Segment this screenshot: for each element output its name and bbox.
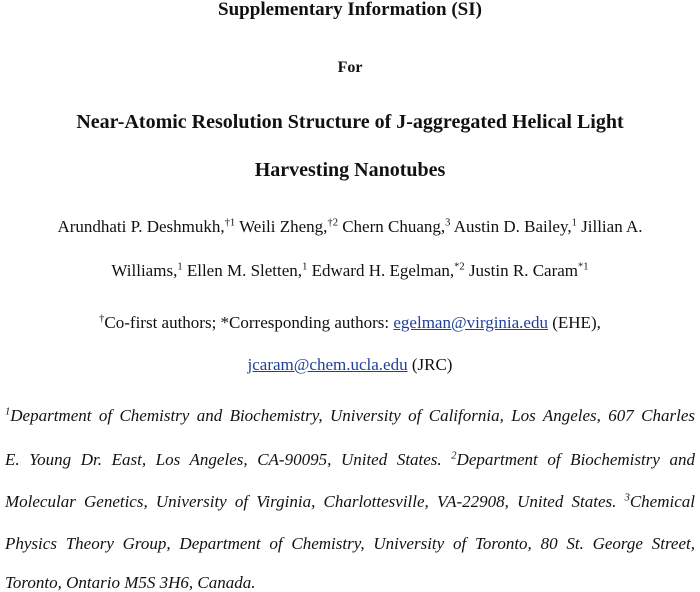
affiliation-line-3	[5, 493, 695, 510]
affiliation-marker: 3	[624, 492, 630, 504]
correspondence-line-1	[0, 314, 700, 331]
affiliation-line-1	[5, 407, 695, 424]
affiliation-line-5	[5, 574, 695, 591]
author-name: Austin D. Bailey,	[453, 217, 572, 236]
author-affiliation-mark: *1	[578, 261, 589, 273]
author-name: Chern Chuang,	[342, 217, 446, 236]
co-first-dagger: †	[99, 313, 105, 325]
affiliation-text: Department of Biochemistry and	[456, 450, 695, 469]
author-name: Jillian A.	[581, 217, 643, 236]
for-label: For	[337, 59, 363, 76]
email-suffix: (JRC)	[407, 355, 453, 374]
author-name: Weili Zheng,	[239, 217, 328, 236]
author-affiliation-mark: 3	[445, 217, 451, 229]
affiliation-text: E. Young Dr. East, Los Angeles, CA-90095, United States.	[5, 450, 452, 469]
affiliation-text: Department of Chemistry and Biochemistry, University of California, Los Angeles, 607 Charles	[10, 406, 695, 425]
author-affiliation-mark: †1	[224, 217, 236, 229]
author-name: Justin R. Caram	[468, 261, 579, 280]
affiliation-line-4	[5, 535, 695, 552]
email-link-jcaram[interactable]: jcaram@chem.ucla.edu	[247, 355, 408, 374]
affiliation-text: Toronto, Ontario M5S 3H6, Canada.	[5, 573, 256, 592]
author-affiliation-mark: 1	[177, 261, 183, 273]
author-line-1	[0, 218, 700, 235]
author-affiliation-mark: *2	[454, 261, 465, 273]
correspondence-text: Co-first authors; *Corresponding authors:	[104, 313, 394, 332]
author-affiliation-mark: 1	[302, 261, 308, 273]
affiliation-marker: 1	[5, 406, 11, 418]
si-title: Supplementary Information (SI)	[218, 0, 482, 20]
author-name: Arundhati P. Deshmukh,	[57, 217, 225, 236]
email-link-egelman[interactable]: egelman@virginia.edu	[393, 313, 548, 332]
author-name: Edward H. Egelman,	[311, 261, 455, 280]
email-suffix: (EHE),	[547, 313, 601, 332]
affiliation-text: Physics Theory Group, Department of Chemistry, University of Toronto, 80 St. George Street,	[5, 534, 695, 553]
paper-title-line-1: Near-Atomic Resolution Structure of J-aggregated Helical Light	[76, 111, 624, 133]
author-affiliation-mark: 1	[571, 217, 577, 229]
author-affiliation-mark: †2	[327, 217, 338, 229]
author-name: Williams,	[111, 261, 178, 280]
affiliation-line-2	[5, 451, 695, 468]
paper-title-line-2: Harvesting Nanotubes	[254, 159, 446, 181]
author-name: Ellen M. Sletten,	[186, 261, 303, 280]
author-line-2	[0, 262, 700, 279]
affiliation-marker: 2	[451, 450, 457, 462]
affiliation-text: Chemical	[629, 492, 695, 511]
correspondence-line-2	[0, 356, 700, 373]
affiliation-text: Molecular Genetics, University of Virginia, Charlottesville, VA-22908, United States.	[5, 492, 625, 511]
